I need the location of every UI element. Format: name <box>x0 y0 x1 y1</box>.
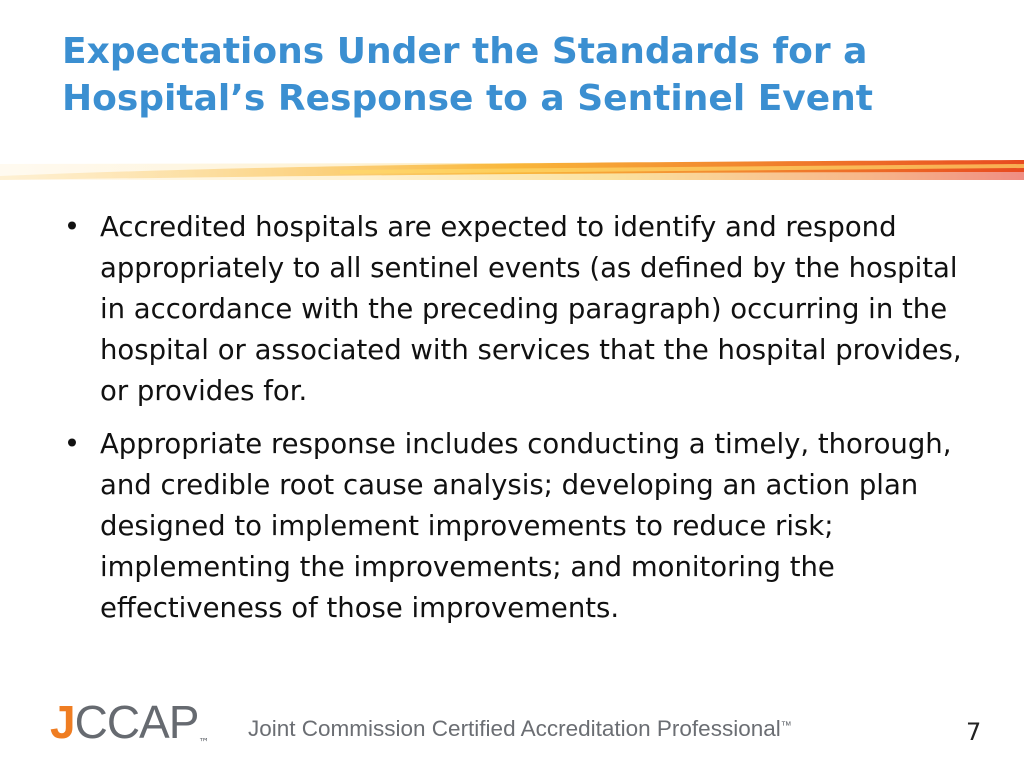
footer-tagline-trademark: ™ <box>780 720 792 732</box>
jccap-logo-text <box>50 696 199 748</box>
footer-tagline-text: Joint Commission Certified Accreditation Professional <box>248 716 781 741</box>
jccap-logo-j: J <box>50 696 75 748</box>
bullet-item <box>62 424 972 629</box>
slide-title-line-2: Hospital’s Response to a Sentinel Event <box>62 78 874 119</box>
jccap-logo-trademark: ™ <box>198 736 210 749</box>
page-number: 7 <box>966 718 982 746</box>
bullet-item <box>62 207 972 412</box>
footer-tagline <box>248 716 792 742</box>
bullet-dot: • <box>63 428 81 460</box>
bullet-list <box>62 207 972 641</box>
bullet-text: Appropriate response includes conducting a timely, thorough, and credible root cause analysis; developing an action plan designed to implement improvements to reduce risk; implementing the improvements; and monitoring the effectiveness of those improvements. <box>100 428 952 624</box>
jccap-logo <box>50 695 210 749</box>
decorative-divider-band <box>0 156 1024 182</box>
slide-title <box>62 28 982 122</box>
jccap-logo-ccap: CCAP <box>74 696 199 748</box>
slide-title-line-1: Expectations Under the Standards for a <box>62 31 868 72</box>
bullet-text: Accredited hospitals are expected to identify and respond appropriately to all sentinel events (as defined by the hospital in accordance with the preceding paragraph) occurring in the hospital or associated with services that the hospital provides, or provides for. <box>100 211 962 407</box>
bullet-dot: • <box>63 211 81 243</box>
